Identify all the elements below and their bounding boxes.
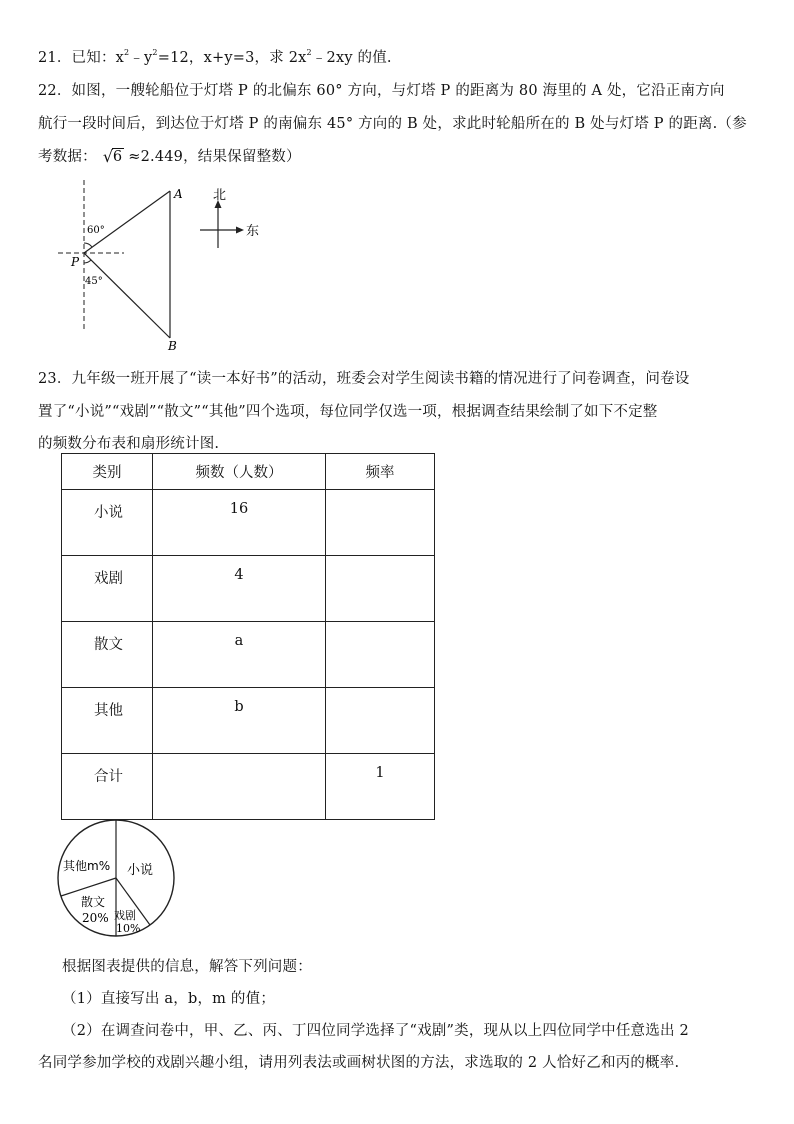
table-cell xyxy=(326,556,435,622)
cell-rate xyxy=(326,688,434,699)
frequency-table xyxy=(61,453,435,820)
table-cell xyxy=(62,754,153,820)
cell-rate: 1 xyxy=(375,765,385,781)
segment-PA xyxy=(84,191,170,253)
header-frequency-rate: 频率 xyxy=(326,454,435,490)
q21-text-d: ﹣2xy 的值. xyxy=(311,50,392,66)
cell-category: 小说 xyxy=(94,505,123,521)
table-cell xyxy=(153,490,326,556)
sqrt-six: √ 6 xyxy=(102,147,123,166)
table-row xyxy=(62,622,435,688)
pie-label-novel: 小说 xyxy=(127,863,154,878)
table-cell xyxy=(62,688,153,754)
question-23-line-3: 的频数分布表和扇形统计图. xyxy=(38,436,220,452)
label-B: B xyxy=(168,339,177,353)
cell-count: a xyxy=(234,633,244,649)
question-22-line-3 xyxy=(38,145,301,166)
angle-arc-45 xyxy=(84,260,91,263)
header-frequency-count: 频数（人数） xyxy=(153,454,326,490)
sub-question-2-line-2: 名同学参加学校的戏剧兴趣小组，请用列表法或画树状图的方法，求选取的 2 人恰好乙和丙的概率. xyxy=(38,1055,680,1071)
q21-text-c: =12，x+y=3，求 2x xyxy=(157,50,307,66)
angle-label-60: 60° xyxy=(87,225,105,236)
question-23-line-2: 置了“小说”“戏剧”“散文”“其他”四个选项，每位同学仅选一项，根据调查结果绘制了如下不定整 xyxy=(38,404,658,420)
table-row xyxy=(62,754,435,820)
segment-PB xyxy=(84,253,170,338)
reference-data-value: ≈2.449，结果保留整数） xyxy=(128,149,301,165)
header-category: 类别 xyxy=(62,454,153,490)
pie-label-prose: 散文 xyxy=(81,895,106,909)
pie-label-drama: 戏剧 xyxy=(114,909,136,922)
pie-label-prose-pct: 20% xyxy=(82,911,109,925)
cell-rate xyxy=(326,622,434,633)
cell-rate xyxy=(326,490,434,501)
reference-data-label: 考数据： xyxy=(38,149,97,165)
cell-count xyxy=(153,754,325,765)
table-cell xyxy=(153,688,326,754)
q21-exponent-3: 2 xyxy=(306,48,312,57)
label-A: A xyxy=(174,187,183,201)
question-23-line-1: 23．九年级一班开展了“读一本好书”的活动，班委会对学生阅读书籍的情况进行了问卷调查，问卷设 xyxy=(38,371,690,387)
table-header-row xyxy=(62,454,435,490)
table-row xyxy=(62,556,435,622)
cell-count: 16 xyxy=(229,501,249,517)
pie-chart xyxy=(56,818,182,944)
sqrt-radicand: 6 xyxy=(112,149,123,165)
table-cell xyxy=(62,622,153,688)
cell-count: 4 xyxy=(234,567,244,583)
table-cell xyxy=(153,622,326,688)
table-cell xyxy=(326,490,435,556)
angle-arc-60 xyxy=(84,243,92,247)
table-cell xyxy=(326,754,435,820)
cell-rate xyxy=(326,556,434,567)
q21-exponent-2: 2 xyxy=(152,48,158,57)
table-cell xyxy=(62,490,153,556)
table-row xyxy=(62,490,435,556)
table-row xyxy=(62,688,435,754)
table-cell xyxy=(62,556,153,622)
cell-category: 合计 xyxy=(94,769,123,785)
question-21 xyxy=(38,46,392,67)
angle-label-45: 45° xyxy=(85,276,103,287)
cell-category: 其他 xyxy=(94,703,123,719)
sub-question-1: （1）直接写出 a，b，m 的值； xyxy=(62,991,276,1007)
questions-prompt: 根据图表提供的信息，解答下列问题： xyxy=(62,959,312,975)
compass-east-label: 东 xyxy=(246,224,260,239)
lighthouse-figure xyxy=(54,176,274,356)
table-cell xyxy=(326,688,435,754)
label-P: P xyxy=(71,255,80,269)
cell-category: 戏剧 xyxy=(94,571,123,587)
q21-text-a: 21．已知：x xyxy=(38,50,125,66)
compass-north-label: 北 xyxy=(213,188,227,203)
sub-question-2-line-1: （2）在调查问卷中，甲、乙、丙、丁四位同学选择了“戏剧”类，现从以上四位同学中任意选出 2 xyxy=(62,1023,689,1039)
table-cell xyxy=(153,556,326,622)
question-22-line-1: 22．如图，一艘轮船位于灯塔 P 的北偏东 60° 方向，与灯塔 P 的距离为 80 海里的 A 处，它沿正南方向 xyxy=(38,83,725,99)
pie-label-drama-pct: 10% xyxy=(116,922,141,935)
pie-label-other: 其他m% xyxy=(63,859,111,873)
q21-exponent-1: 2 xyxy=(124,48,130,57)
q21-text-b: ﹣y xyxy=(129,50,153,66)
table-cell xyxy=(326,622,435,688)
question-22-line-2: 航行一段时间后，到达位于灯塔 P 的南偏东 45° 方向的 B 处，求此时轮船所在的 B 处与灯塔 P 的距离.（参 xyxy=(38,116,747,132)
east-arrow-icon xyxy=(236,227,244,234)
cell-count: b xyxy=(234,699,244,715)
table-cell xyxy=(153,754,326,820)
cell-category: 散文 xyxy=(94,637,123,653)
